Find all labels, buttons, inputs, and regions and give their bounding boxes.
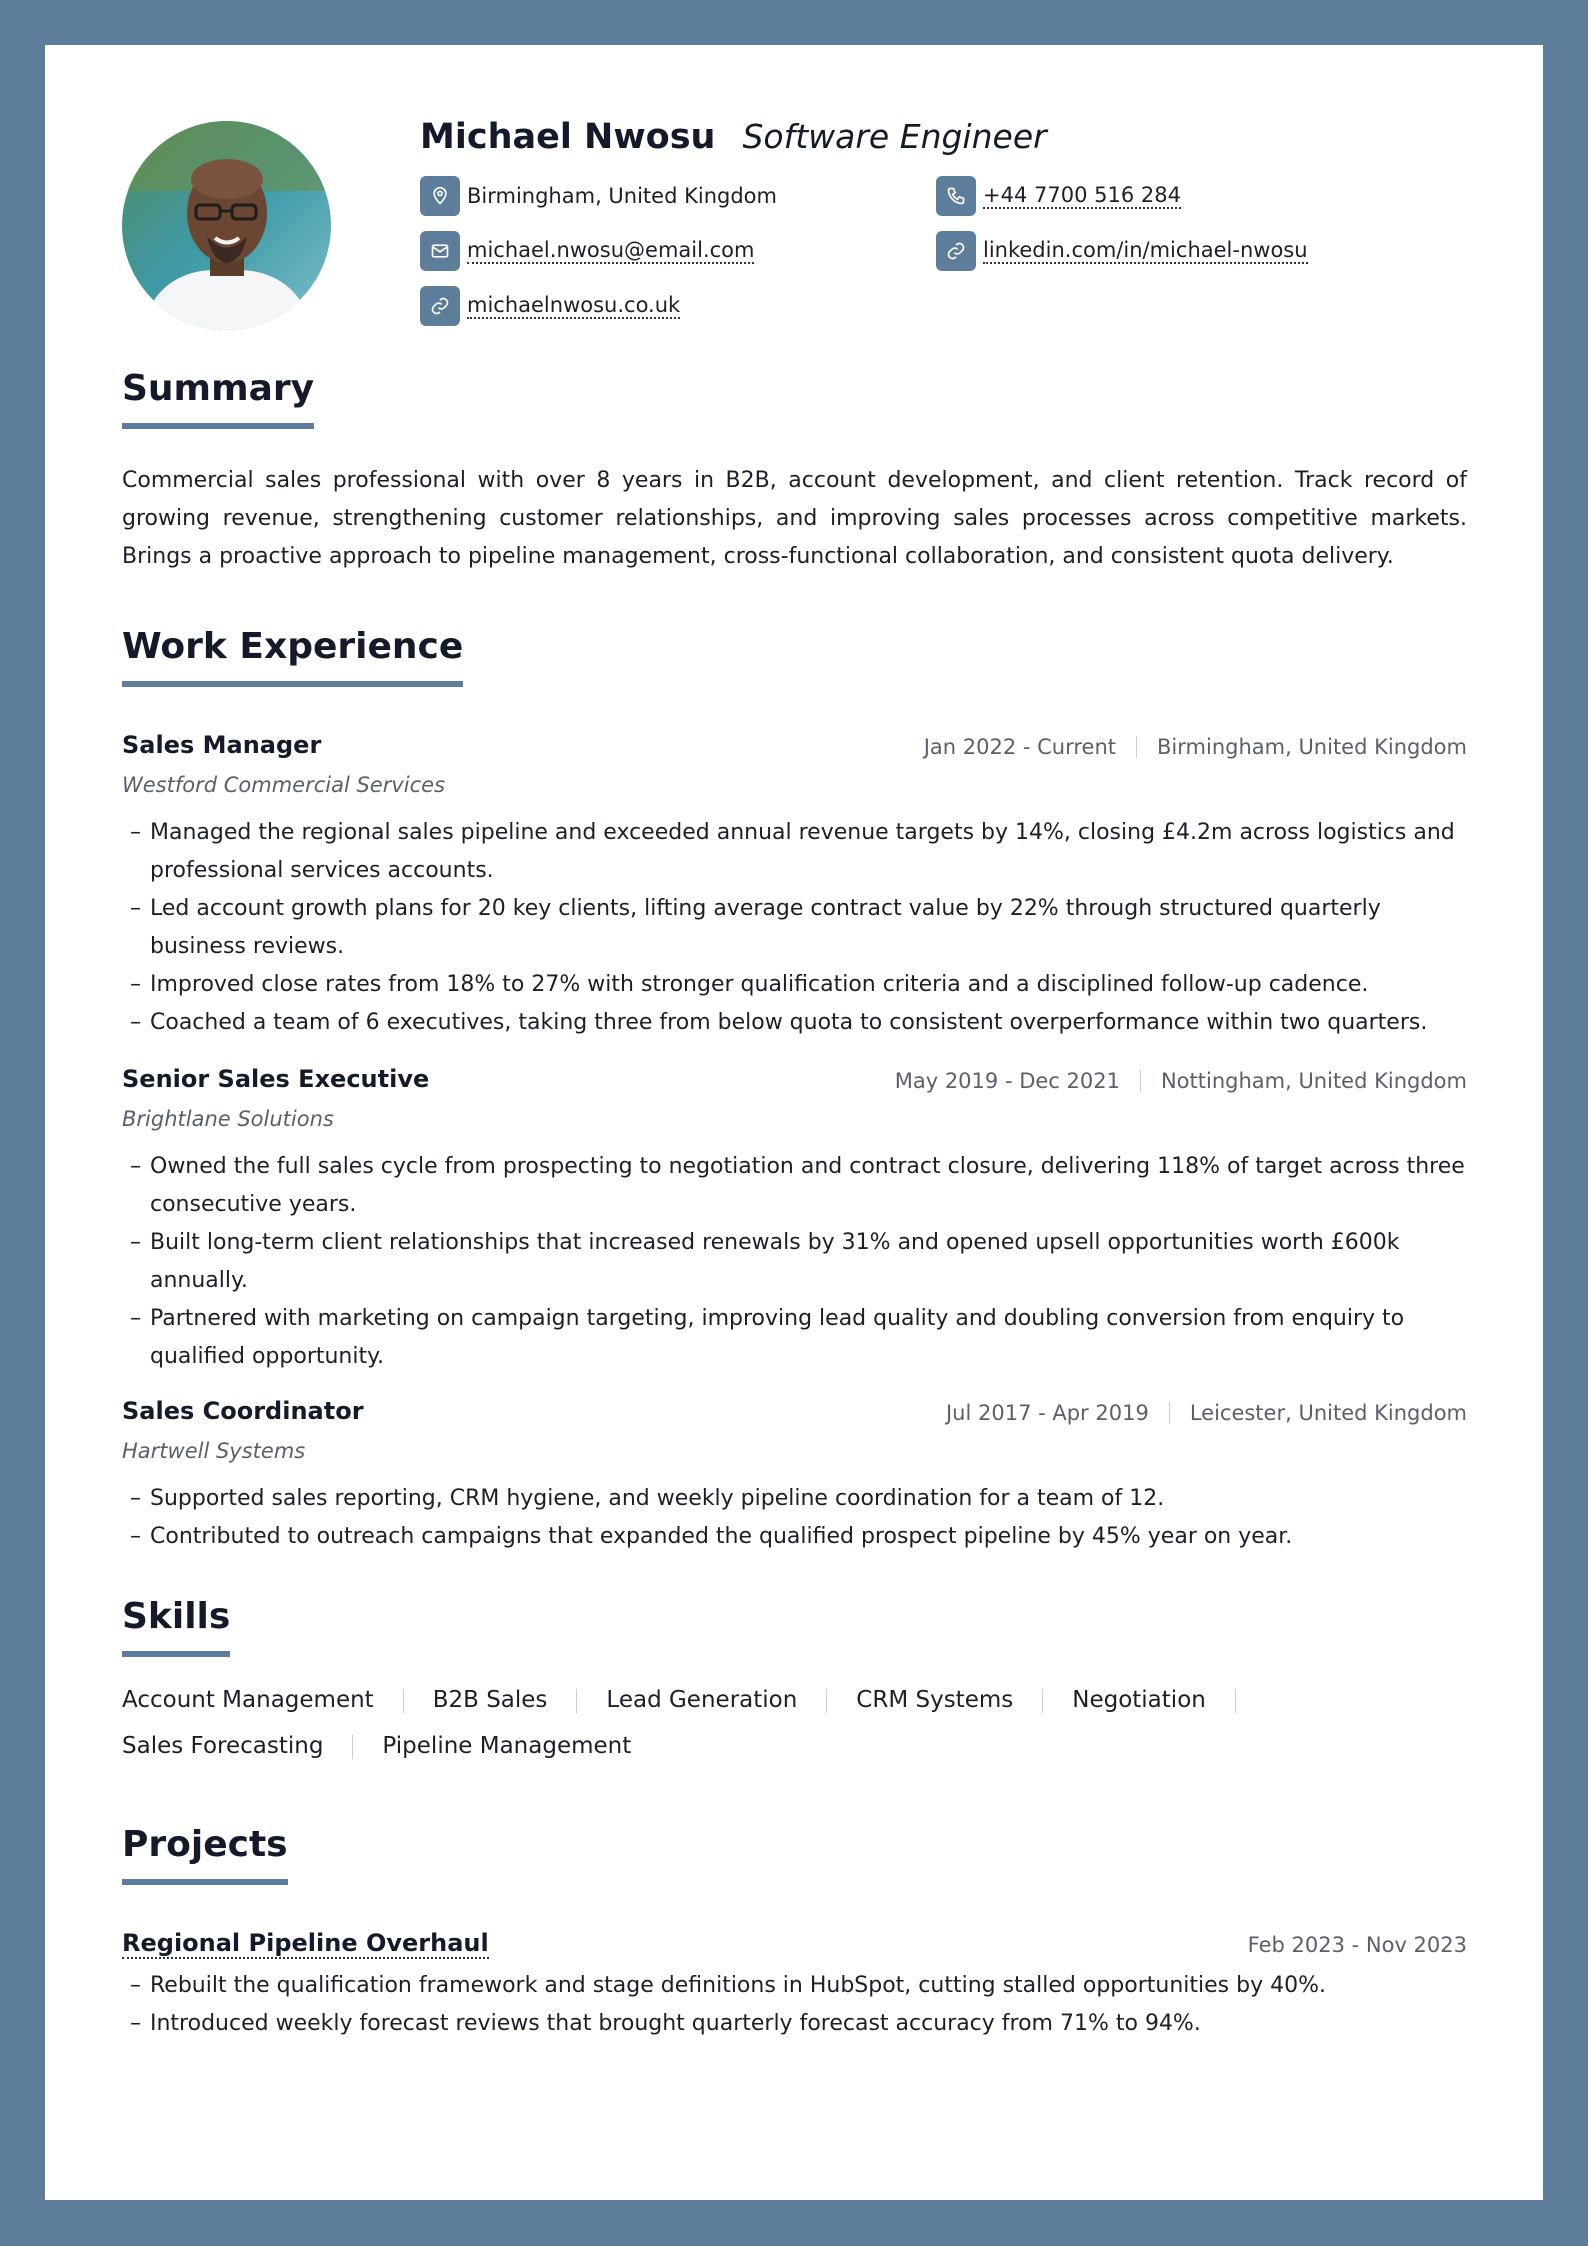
contact-website[interactable]	[420, 286, 680, 326]
linkedin-link[interactable]: linkedin.com/in/michael-nwosu	[983, 238, 1308, 262]
divider	[1136, 736, 1137, 758]
job-location: Nottingham, United Kingdom	[1160, 1069, 1467, 1093]
contact-linkedin[interactable]	[936, 231, 1308, 271]
skill-item: Lead Generation	[606, 1687, 798, 1713]
resume-header	[420, 117, 1470, 333]
link-icon	[420, 286, 460, 326]
bullet-item: – Contributed to outreach campaigns that expanded the qualified prospect pipeline by 45% year on year.	[122, 1518, 1467, 1556]
divider	[352, 1735, 353, 1759]
project-entry	[122, 1929, 1467, 2043]
contact-email[interactable]	[420, 231, 754, 271]
divider	[1235, 1689, 1236, 1713]
skills-section	[122, 1595, 1467, 1769]
job-bullets	[122, 1480, 1467, 1556]
job-header	[122, 1065, 1467, 1099]
skill-item: CRM Systems	[856, 1687, 1014, 1713]
skill-item: Negotiation	[1072, 1687, 1206, 1713]
profile-photo	[122, 121, 331, 330]
divider	[1140, 1070, 1141, 1092]
job-role: Sales Manager	[122, 731, 322, 759]
bullet-item: – Supported sales reporting, CRM hygiene, and weekly pipeline coordination for a team of 12.	[122, 1480, 1467, 1518]
job-role: Sales Coordinator	[122, 1397, 364, 1425]
job-role: Senior Sales Executive	[122, 1065, 430, 1093]
projects-heading: Projects	[122, 1823, 288, 1885]
bullet-item: – Rebuilt the qualification framework and stage definitions in HubSpot, cutting stalled opportunities by 40%.	[122, 1967, 1467, 2005]
divider	[826, 1689, 827, 1713]
website-link[interactable]: michaelnwosu.co.uk	[467, 293, 681, 317]
job-company: Westford Commercial Services	[122, 773, 446, 797]
job-meta	[924, 735, 1467, 759]
person-name: Michael Nwosu	[420, 117, 716, 157]
job-entry	[122, 1397, 1467, 1556]
divider	[1169, 1402, 1170, 1424]
location-text: Birmingham, United Kingdom	[467, 184, 777, 208]
skills-list	[122, 1677, 1272, 1769]
bullet-item: – Led account growth plans for 20 key clients, lifting average contract value by 22% through structured quarterly business reviews.	[122, 890, 1467, 966]
phone-link[interactable]: +44 7700 516 284	[983, 183, 1181, 207]
project-name-wrap	[122, 1929, 489, 1957]
summary-heading: Summary	[122, 367, 314, 429]
job-meta	[946, 1401, 1467, 1425]
mail-icon	[420, 231, 460, 271]
job-bullets	[122, 1148, 1467, 1376]
job-location: Leicester, United Kingdom	[1189, 1401, 1467, 1425]
link-icon	[936, 231, 976, 271]
project-bullets	[122, 1967, 1467, 2043]
skill-item: Pipeline Management	[382, 1733, 632, 1759]
project-dates: Feb 2023 - Nov 2023	[1247, 1933, 1467, 1957]
job-dates: May 2019 - Dec 2021	[894, 1069, 1120, 1093]
project-header	[122, 1929, 1467, 1963]
name-row	[420, 117, 1470, 173]
divider	[1042, 1689, 1043, 1713]
job-bullets	[122, 814, 1467, 1042]
experience-section	[122, 625, 1467, 687]
contact-location	[420, 176, 777, 216]
job-dates: Jan 2022 - Current	[923, 735, 1117, 759]
bullet-item: – Partnered with marketing on campaign targeting, improving lead quality and doubling conversion from enquiry to qualified opportunity.	[122, 1300, 1467, 1376]
summary-text: Commercial sales professional with over 8 years in B2B, account development, and client retention. Track record of growing revenue, strengthening customer relationships, and improving sales processes across competitive markets. Brings a proactive approach to pipeline management, cross-functional collaboration, and consistent quota delivery.	[122, 468, 1467, 569]
email-link[interactable]: michael.nwosu@email.com	[467, 238, 755, 262]
divider	[403, 1689, 404, 1713]
bullet-item: – Improved close rates from 18% to 27% with stronger qualification criteria and a disciplined follow-up cadence.	[122, 966, 1467, 1004]
job-company: Brightlane Solutions	[122, 1107, 334, 1131]
divider	[576, 1689, 577, 1713]
experience-heading: Work Experience	[122, 625, 463, 687]
skill-item: Sales Forecasting	[122, 1733, 324, 1759]
bullet-item: – Introduced weekly forecast reviews that brought quarterly forecast accuracy from 71% to 94%.	[122, 2005, 1467, 2043]
contact-phone[interactable]	[936, 176, 1181, 216]
job-dates: Jul 2017 - Apr 2019	[945, 1401, 1149, 1425]
job-meta	[895, 1069, 1467, 1093]
job-company: Hartwell Systems	[122, 1439, 306, 1463]
person-title: Software Engineer	[742, 117, 1047, 156]
job-header	[122, 731, 1467, 765]
bullet-item: – Owned the full sales cycle from prospecting to negotiation and contract closure, delivering 118% of target across three consecutive years.	[122, 1148, 1467, 1224]
project-meta	[1248, 1933, 1467, 1957]
summary-section	[122, 367, 1467, 576]
contact-list	[420, 173, 1470, 333]
resume-page	[45, 45, 1543, 2200]
bullet-item: – Built long-term client relationships that increased renewals by 31% and opened upsell opportunities worth £600k annually.	[122, 1224, 1467, 1300]
phone-icon	[936, 176, 976, 216]
project-name-link[interactable]: Regional Pipeline Overhaul	[122, 1929, 489, 1957]
profile-photo-image	[122, 121, 331, 330]
location-pin-icon	[420, 176, 460, 216]
projects-section	[122, 1823, 1467, 1885]
skill-item: B2B Sales	[432, 1687, 548, 1713]
bullet-item: – Managed the regional sales pipeline and exceeded annual revenue targets by 14%, closing £4.2m across logistics and professional services accounts.	[122, 814, 1467, 890]
skill-item: Account Management	[122, 1687, 374, 1713]
bullet-item: – Coached a team of 6 executives, taking three from below quota to consistent overperformance within two quarters.	[122, 1004, 1467, 1042]
job-entry	[122, 1065, 1467, 1376]
job-entry	[122, 731, 1467, 1042]
job-header	[122, 1397, 1467, 1431]
job-location: Birmingham, United Kingdom	[1157, 735, 1467, 759]
skills-heading: Skills	[122, 1595, 230, 1657]
